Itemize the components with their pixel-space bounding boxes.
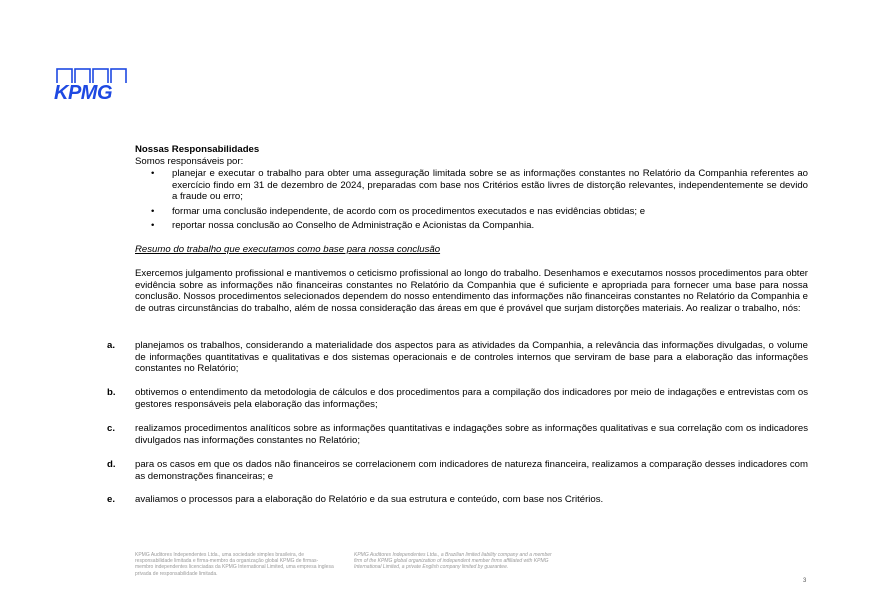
summary-heading: Resumo do trabalho que executamos como base para nossa conclusão [135, 244, 441, 255]
item-text: realizamos procedimentos analíticos sobre as informações quantitativas e indagações sobre as informações qualitativas e sua correlação com os indicadores divulgados nas informações constantes no Relatório; [135, 423, 808, 446]
list-item [135, 220, 808, 232]
item-letter: d. [107, 459, 116, 470]
list-item [135, 206, 808, 218]
item-letter: e. [107, 494, 116, 505]
kpmg-logo [53, 68, 135, 104]
responsibilities-section [135, 144, 808, 235]
procedure-item [107, 494, 808, 506]
item-letter: c. [107, 423, 116, 434]
item-letter: b. [107, 387, 116, 398]
procedure-item [107, 387, 808, 410]
logo-wordmark: KPMG [54, 82, 112, 104]
item-text: avaliamos o processos para a elaboração do Relatório e da sua estrutura e conteúdo, com base nos Critérios. [135, 494, 604, 505]
procedure-item [107, 340, 808, 375]
bullet-icon: • [151, 168, 155, 179]
page-number: 3 [803, 578, 807, 584]
item-letter: a. [107, 340, 116, 351]
list-item-text: formar uma conclusão independente, de acordo com os procedimentos executados e nas evidências obtidas; e [172, 205, 646, 217]
item-text: para os casos em que os dados não financeiros se correlacionem com indicadores de natureza financeira, realizamos a comparação desses indicadores com as demonstrações financeiras; e [135, 459, 808, 482]
summary-paragraph: Exercemos julgamento profissional e mantivemos o ceticismo profissional ao longo do trabalho. Desenhamos e executamos nossos procedimentos para obter evidência sobre as informações não financeiras constantes no Relatório da Companhia que é suficiente e apropriada para fornecer uma base para nossa conclusão. Nossos procedimentos selecionados dependem do nosso entendimento das informações não financeiras constantes no Relatório da Companhia e de outras circunstâncias do trabalho, além de nossa consideração das áreas em que é provável que surjam distorções materiais. Ao realizar o trabalho, nós: [135, 268, 808, 314]
responsibility-list [135, 168, 808, 232]
item-text: obtivemos o entendimento da metodologia de cálculos e dos procedimentos para a compilação dos indicadores por meio de indagações e entrevistas com os gestores responsáveis pela elaboração das informações; [135, 387, 808, 410]
bullet-icon: • [151, 220, 155, 231]
procedure-item [107, 423, 808, 446]
section-intro: Somos responsáveis por: [135, 155, 244, 167]
list-item-text: reportar nossa conclusão ao Conselho de Administração e Acionistas da Companhia. [172, 220, 535, 231]
bullet-icon: • [151, 205, 155, 217]
section-title: Nossas Responsabilidades [135, 144, 260, 155]
list-item [135, 168, 808, 203]
list-item-text: planejar e executar o trabalho para obter uma asseguração limitada sobre se as informações constantes no Relatório da Companhia referentes ao exercício findo em 31 de dezembro de 2024, preparadas com base nos Critérios estão livres de distorção relevantes, independentemente se devido a fraude ou erro; [172, 168, 808, 202]
footer-legal-en: KPMG Auditores Independentes Ltda., a Brazilian limited liability company and a member firm of the KPMG global organization of independent member firms affiliated with KPMG International Limited, a private English company limited by guarantee. [354, 552, 552, 571]
procedure-item [107, 459, 808, 482]
item-text: planejamos os trabalhos, considerando a materialidade dos aspectos para as atividades da Companhia, a relevância das informações divulgadas, o volume de informações quantitativas e qualitativas e dos sistemas operacionais e de controles internos que serviram de base para a elaboração das informações constantes no Relatório; [135, 340, 808, 374]
footer-legal-pt: KPMG Auditores Independentes Ltda., uma sociedade simples brasileira, de responsabilidade limitada e firma-membro da organização global KPMG de firmas-membro independentes licenciadas da KPMG International Limited, uma empresa inglesa privada de responsabilidade limitada. [135, 552, 334, 577]
